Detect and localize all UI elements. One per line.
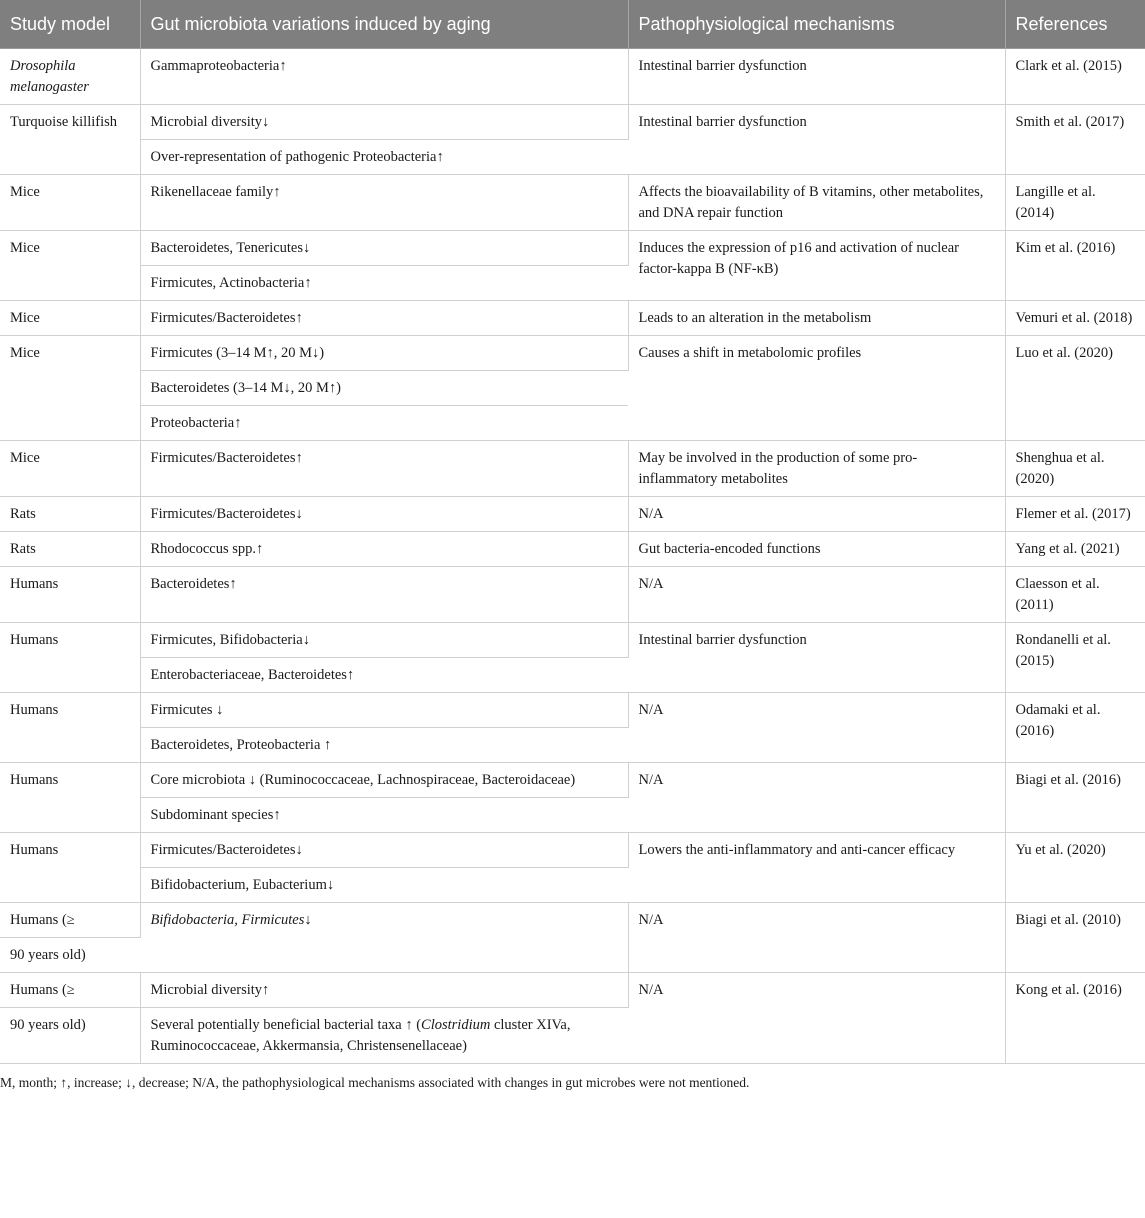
mechanism-cell: N/A: [628, 693, 1005, 763]
mechanism-cell: Induces the expression of p16 and activation of nuclear factor-kappa B (NF-κB): [628, 231, 1005, 301]
variation-cell: Firmicutes/Bacteroidetes↑: [140, 441, 628, 497]
variation-cell: Firmicutes, Actinobacteria↑: [140, 266, 628, 301]
study-model-cell: 90 years old): [0, 1008, 140, 1064]
header-row: [0, 0, 1145, 49]
variation-cell: Several potentially beneficial bacterial taxa ↑ (Clostridium cluster XIVa, Ruminococcaceae, Akkermansia, Christensenellaceae): [140, 1008, 628, 1064]
variation-cell: Bacteroidetes↑: [140, 567, 628, 623]
variation-cell: Firmicutes/Bacteroidetes↓: [140, 833, 628, 868]
table-row: [0, 763, 1145, 798]
study-model-cell: Mice: [0, 231, 140, 301]
variation-cell: Microbial diversity↑: [140, 973, 628, 1008]
reference-cell: Claesson et al. (2011): [1005, 567, 1145, 623]
variation-cell: Microbial diversity↓: [140, 105, 628, 140]
table-row: [0, 693, 1145, 728]
mechanism-cell: Intestinal barrier dysfunction: [628, 105, 1005, 175]
study-model-cell: Humans: [0, 567, 140, 623]
table-row: [0, 231, 1145, 266]
mechanism-cell: N/A: [628, 497, 1005, 532]
study-model-cell: Mice: [0, 336, 140, 441]
mechanism-cell: May be involved in the production of some pro-inflammatory metabolites: [628, 441, 1005, 497]
reference-cell: Clark et al. (2015): [1005, 49, 1145, 105]
study-model-cell: Humans: [0, 693, 140, 763]
variation-cell: Rhodococcus spp.↑: [140, 532, 628, 567]
study-model-cell: 90 years old): [0, 938, 140, 973]
reference-cell: Vemuri et al. (2018): [1005, 301, 1145, 336]
header-study-model: Study model: [0, 0, 140, 49]
study-model-cell: Rats: [0, 497, 140, 532]
table-row: [0, 497, 1145, 532]
study-model-cell: Mice: [0, 441, 140, 497]
table-row: [0, 623, 1145, 658]
study-model-cell: Mice: [0, 301, 140, 336]
table-row: [0, 175, 1145, 231]
table-row: [0, 567, 1145, 623]
reference-cell: Luo et al. (2020): [1005, 336, 1145, 441]
variation-cell: Gammaproteobacteria↑: [140, 49, 628, 105]
mechanism-cell: Leads to an alteration in the metabolism: [628, 301, 1005, 336]
reference-cell: Yang et al. (2021): [1005, 532, 1145, 567]
variation-cell: Enterobacteriaceae, Bacteroidetes↑: [140, 658, 628, 693]
mechanism-cell: Lowers the anti-inflammatory and anti-cancer efficacy: [628, 833, 1005, 903]
study-model-cell: Humans (≥: [0, 903, 140, 938]
table-row: [0, 833, 1145, 868]
variation-cell: Bacteroidetes, Tenericutes↓: [140, 231, 628, 266]
table-row: [0, 336, 1145, 371]
variation-cell: Bacteroidetes, Proteobacteria ↑: [140, 728, 628, 763]
study-model-cell: Humans: [0, 833, 140, 903]
table-row: [0, 441, 1145, 497]
variation-cell: Firmicutes ↓: [140, 693, 628, 728]
reference-cell: Biagi et al. (2016): [1005, 763, 1145, 833]
reference-cell: Biagi et al. (2010): [1005, 903, 1145, 973]
reference-cell: Odamaki et al. (2016): [1005, 693, 1145, 763]
mechanism-cell: N/A: [628, 567, 1005, 623]
variation-cell: Rikenellaceae family↑: [140, 175, 628, 231]
table-row: [0, 301, 1145, 336]
variation-cell: Subdominant species↑: [140, 798, 628, 833]
table-row: [0, 105, 1145, 140]
variation-cell: Proteobacteria↑: [140, 406, 628, 441]
table-row: [0, 973, 1145, 1008]
table-footnote: M, month; ↑, increase; ↓, decrease; N/A, the pathophysiological mechanisms associated with changes in gut microbes were not mentioned.: [0, 1075, 750, 1090]
study-model-cell: Humans: [0, 763, 140, 833]
table-row: [0, 49, 1145, 105]
mechanism-cell: Causes a shift in metabolomic profiles: [628, 336, 1005, 441]
variation-cell: Firmicutes, Bifidobacteria↓: [140, 623, 628, 658]
variation-cell: Firmicutes (3–14 M↑, 20 M↓): [140, 336, 628, 371]
mechanism-cell: N/A: [628, 763, 1005, 833]
mechanism-cell: N/A: [628, 973, 1005, 1064]
mechanism-cell: Intestinal barrier dysfunction: [628, 49, 1005, 105]
variation-cell: Bifidobacterium, Eubacterium↓: [140, 868, 628, 903]
header-mechanisms: Pathophysiological mechanisms: [628, 0, 1005, 49]
mechanism-cell: N/A: [628, 903, 1005, 973]
reference-cell: Langille et al. (2014): [1005, 175, 1145, 231]
mechanism-cell: Gut bacteria-encoded functions: [628, 532, 1005, 567]
variation-cell: Bifidobacteria, Firmicutes↓: [140, 903, 628, 973]
study-model-cell: Turquoise killifish: [0, 105, 140, 175]
variation-cell: Core microbiota ↓ (Ruminococcaceae, Lachnospiraceae, Bacteroidaceae): [140, 763, 628, 798]
variation-cell: Firmicutes/Bacteroidetes↑: [140, 301, 628, 336]
header-variations: Gut microbiota variations induced by aging: [140, 0, 628, 49]
mechanism-cell: Affects the bioavailability of B vitamins, other metabolites, and DNA repair function: [628, 175, 1005, 231]
table-row: [0, 903, 1145, 938]
study-model-cell: Rats: [0, 532, 140, 567]
table-row: [0, 532, 1145, 567]
reference-cell: Yu et al. (2020): [1005, 833, 1145, 903]
reference-cell: Rondanelli et al. (2015): [1005, 623, 1145, 693]
reference-cell: Smith et al. (2017): [1005, 105, 1145, 175]
study-model-cell: Humans (≥: [0, 973, 140, 1008]
variation-cell: Over-representation of pathogenic Proteobacteria↑: [140, 140, 628, 175]
variation-cell: Bacteroidetes (3–14 M↓, 20 M↑): [140, 371, 628, 406]
study-model-cell: Humans: [0, 623, 140, 693]
study-model-cell: Drosophila melanogaster: [0, 49, 140, 105]
reference-cell: Shenghua et al. (2020): [1005, 441, 1145, 497]
reference-cell: Kong et al. (2016): [1005, 973, 1145, 1064]
mechanism-cell: Intestinal barrier dysfunction: [628, 623, 1005, 693]
header-references: References: [1005, 0, 1145, 49]
variation-cell: Firmicutes/Bacteroidetes↓: [140, 497, 628, 532]
reference-cell: Flemer et al. (2017): [1005, 497, 1145, 532]
reference-cell: Kim et al. (2016): [1005, 231, 1145, 301]
study-model-cell: Mice: [0, 175, 140, 231]
